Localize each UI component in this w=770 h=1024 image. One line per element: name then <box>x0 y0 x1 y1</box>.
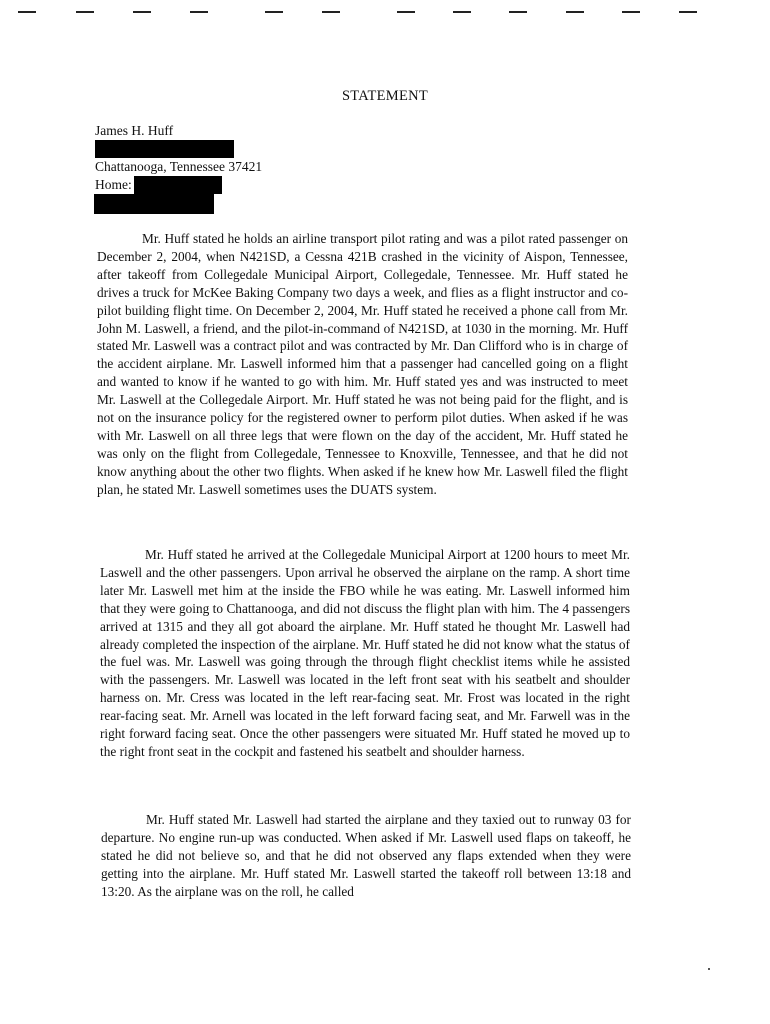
scan-dash <box>265 11 283 13</box>
redaction-bar <box>95 140 234 158</box>
top-edge-dashes <box>0 0 770 20</box>
statement-paragraph-3: Mr. Huff stated Mr. Laswell had started the airplane and they taxied out to runway 03 for departure. No engine run-up was conducted. When asked if Mr. Laswell used flaps on takeoff, he stated he did not believe so, and that he did not observed any flaps extended when they were getting into the airplane. Mr. Huff stated Mr. Laswell started the takeoff roll between 13:18 and 13:20. As the airplane was on the roll, he called <box>101 812 631 899</box>
witness-header <box>95 122 262 212</box>
scan-dash <box>453 11 471 13</box>
witness-name: James H. Huff <box>95 123 174 138</box>
scan-dash <box>133 11 151 13</box>
scan-speck <box>708 968 710 970</box>
scan-dash <box>622 11 640 13</box>
redaction-bar <box>94 194 214 214</box>
redaction-bar <box>134 176 222 194</box>
scan-dash <box>566 11 584 13</box>
scan-dash <box>322 11 340 13</box>
redacted-street-address <box>95 140 262 158</box>
scan-dash <box>679 11 697 13</box>
scan-dash <box>397 11 415 13</box>
statement-paragraph-2: Mr. Huff stated he arrived at the Collegedale Municipal Airport at 1200 hours to meet Mr. Laswell and the other passengers. Upon arrival he observed the airplane on the ramp. A short time later Mr. Laswell met him at the inside the FBO while he was eating. Mr. Laswell informed him that they were going to Chattanooga, and did not discuss the flight plan with him. The 4 passengers arrived at 1315 and they all got aboard the airplane. Mr. Huff stated he thought Mr. Laswell had already completed the inspection of the airplane. Mr. Huff stated he did not know what the status of the fuel was. Mr. Laswell was going through the through flight checklist items while he assisted with the passengers. Mr. Laswell was located in the left front seat with his seatbelt and shoulder harness on. Mr. Cress was located in the left rear-facing seat. Mr. Frost was located in the right rear-facing seat. Mr. Arnell was located in the left forward facing seat, and Mr. Farwell was in the right forward facing seat. Once the other passengers were situated Mr. Huff stated he moved up to the right front seat in the cockpit and fastened his seatbelt and shoulder harness. <box>100 547 630 759</box>
scan-dash <box>76 11 94 13</box>
scan-dash <box>190 11 208 13</box>
scan-dash <box>509 11 527 13</box>
witness-city: Chattanooga, Tennessee 37421 <box>95 159 263 174</box>
scan-dash <box>18 11 36 13</box>
redacted-extra-line <box>95 194 262 212</box>
home-phone-line <box>95 176 262 194</box>
home-label: Home: <box>95 177 132 192</box>
statement-paragraph-1: Mr. Huff stated he holds an airline transport pilot rating and was a pilot rated passenger on December 2, 2004, when N421SD, a Cessna 421B crashed in the vicinity of Aispon, Tennessee, after takeoff from Collegedale Municipal Airport, Collegedale, Tennessee. Mr. Huff stated he drives a truck for McKee Baking Company two days a week, and flies as a flight instructor and co-pilot building flight time. On December 2, 2004, Mr. Huff stated he received a phone call from Mr. John M. Laswell, a friend, and the pilot-in-command of N421SD, at 1030 in the morning. Mr. Huff stated Mr. Laswell was a contract pilot and was contracted by Mr. Dan Clifford who is in charge of the accident airplane. Mr. Laswell informed him that a passenger had cancelled going on a flight and wanted to know if he wanted to go with him. Mr. Huff stated yes and was instructed to meet Mr. Laswell at the Collegedale Airport. Mr. Huff stated he was not being paid for the flight, and is not on the insurance policy for the registered owner to perform pilot duties. When asked if he was with Mr. Laswell on all three legs that were flown on the day of the accident, Mr. Huff stated he was only on the flight from Collegedale, Tennessee to Knoxville, Tennessee, and that he did not know anything about the other two flights. When asked if he knew how Mr. Laswell filed the flight plan, he stated Mr. Laswell sometimes uses the DUATS system. <box>97 231 628 497</box>
page-title: STATEMENT <box>341 88 429 104</box>
